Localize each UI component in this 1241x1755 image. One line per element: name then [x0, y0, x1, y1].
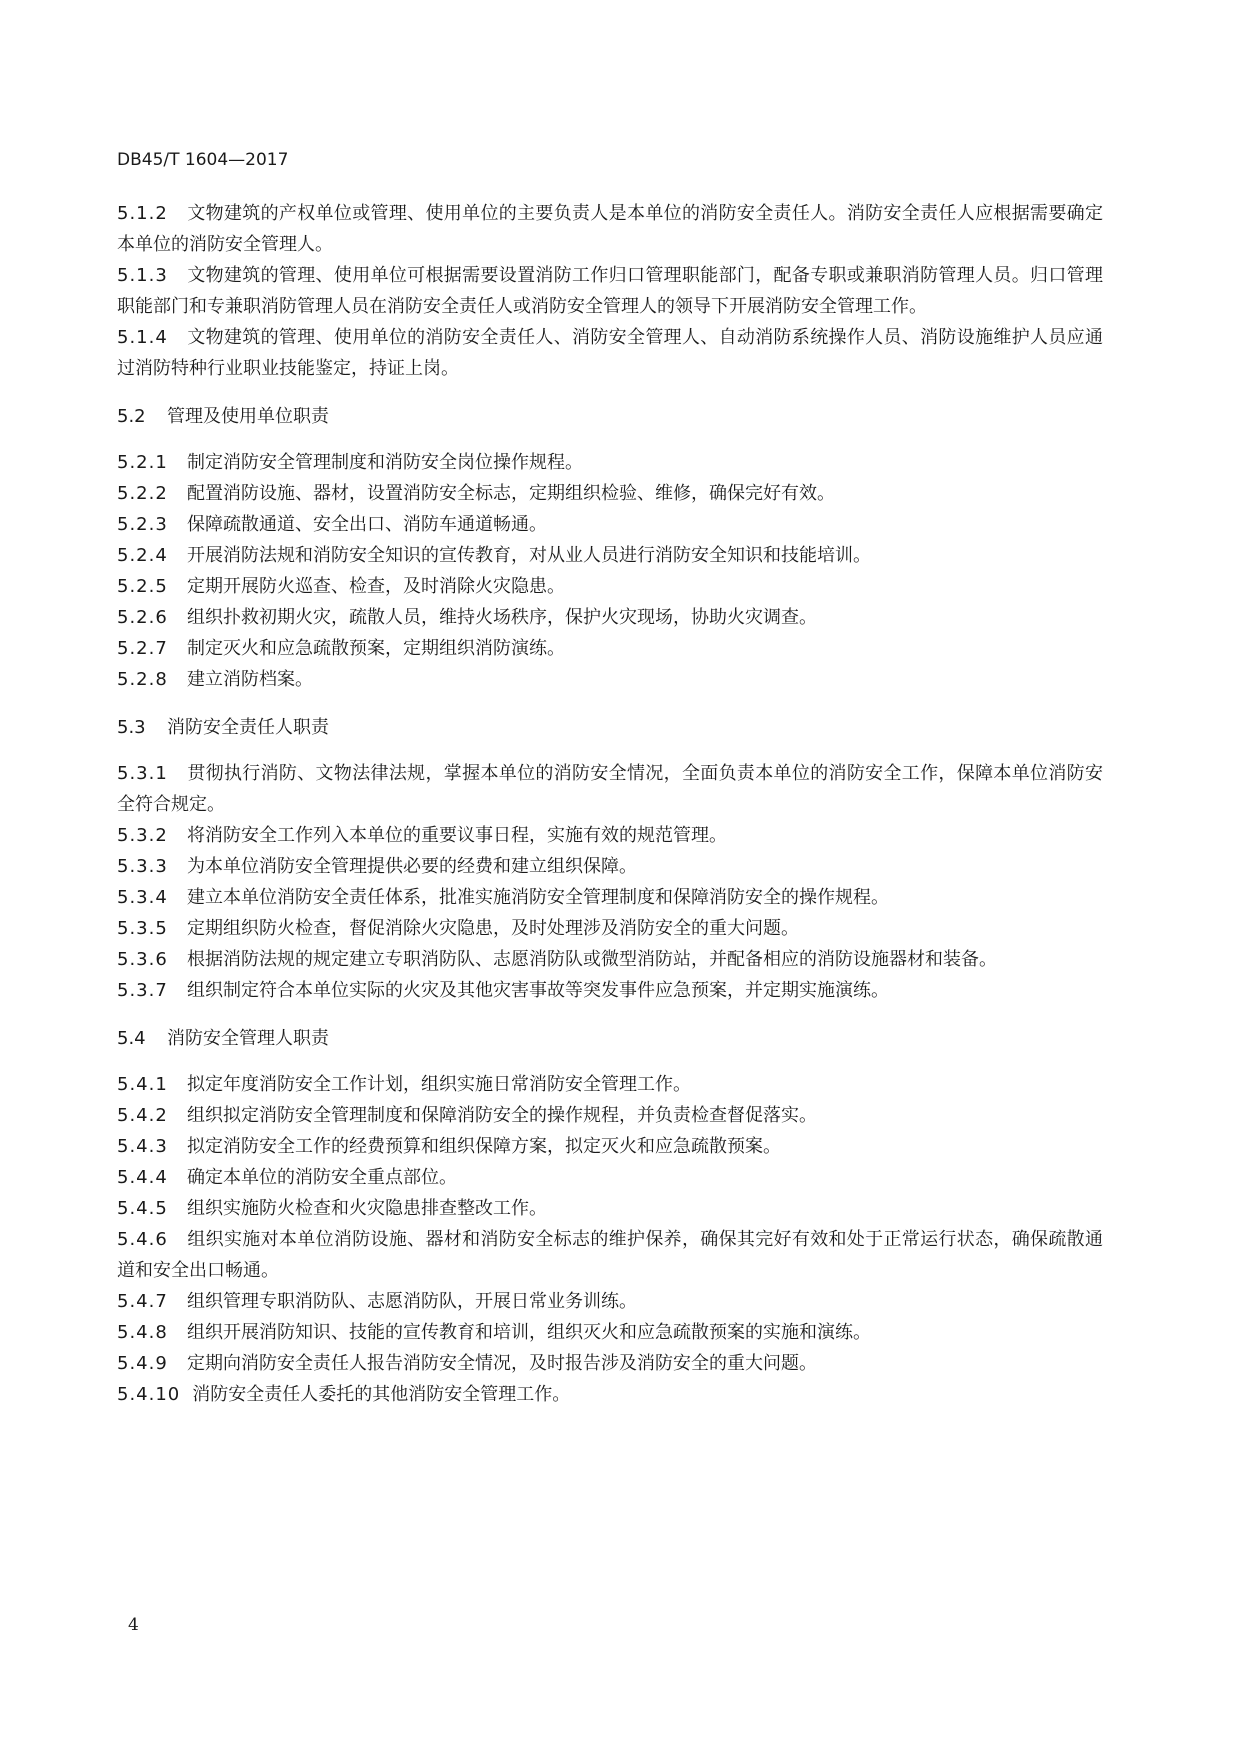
clause-paragraph: [117, 1379, 1103, 1410]
section-number: 5.3: [117, 717, 146, 738]
clause-number: 5.4.2: [117, 1105, 168, 1126]
clause-paragraph: [117, 1069, 1103, 1100]
clause-number: 5.3.2: [117, 825, 168, 846]
clause-number: 5.4.3: [117, 1136, 168, 1157]
clause-number: 5.3.7: [117, 980, 168, 1001]
section-number: 5.2: [117, 406, 146, 427]
clause-text: 文物建筑的管理、使用单位可根据需要设置消防工作归口管理职能部门，配备专职或兼职消防管理人员。归口管理职能部门和专兼职消防管理人员在消防安全责任人或消防安全管理人的领导下开展消防安全管理工作。: [117, 265, 1103, 317]
clause-text: 拟定消防安全工作的经费预算和组织保障方案，拟定灭火和应急疏散预案。: [187, 1136, 781, 1157]
clause-paragraph: [117, 602, 1103, 633]
clause-number: 5.2.3: [117, 514, 168, 535]
clause-paragraph: [117, 1286, 1103, 1317]
clause-number: 5.1.4: [117, 327, 168, 348]
clause-text: 建立本单位消防安全责任体系，批准实施消防安全管理制度和保障消防安全的操作规程。: [187, 887, 889, 908]
clause-number: 5.4.9: [117, 1353, 168, 1374]
clause-number: 5.4.4: [117, 1167, 168, 1188]
clause-paragraph: [117, 820, 1103, 851]
clause-text: 根据消防法规的规定建立专职消防队、志愿消防队或微型消防站，并配备相应的消防设施器材和装备。: [187, 949, 997, 970]
clause-number: 5.1.3: [117, 265, 168, 286]
clause-number: 5.2.5: [117, 576, 168, 597]
clause-number: 5.3.4: [117, 887, 168, 908]
clause-number: 5.3.3: [117, 856, 168, 877]
section-title: 消防安全责任人职责: [167, 717, 329, 738]
clause-text: 开展消防法规和消防安全知识的宣传教育，对从业人员进行消防安全知识和技能培训。: [187, 545, 871, 566]
clause-paragraph: [117, 1317, 1103, 1348]
clause-paragraph: [117, 1100, 1103, 1131]
clause-text: 组织扑救初期火灾，疏散人员，维持火场秩序，保护火灾现场，协助火灾调查。: [187, 607, 817, 628]
standard-code: DB45/T 1604—2017: [117, 150, 289, 170]
clause-paragraph: [117, 633, 1103, 664]
clause-paragraph: [117, 664, 1103, 695]
clause-paragraph: [117, 198, 1103, 260]
clause-text: 组织制定符合本单位实际的火灾及其他灾害事故等突发事件应急预案，并定期实施演练。: [187, 980, 889, 1001]
clause-number: 5.4.5: [117, 1198, 168, 1219]
clause-paragraph: [117, 1224, 1103, 1286]
clause-text: 组织实施防火检查和火灾隐患排查整改工作。: [187, 1198, 547, 1219]
clause-number: 5.4.1: [117, 1074, 168, 1095]
clause-text: 组织拟定消防安全管理制度和保障消防安全的操作规程，并负责检查督促落实。: [187, 1105, 817, 1126]
clause-number: 5.3.6: [117, 949, 168, 970]
clause-text: 确定本单位的消防安全重点部位。: [187, 1167, 457, 1188]
clause-paragraph: [117, 540, 1103, 571]
clause-paragraph: [117, 509, 1103, 540]
clause-text: 定期向消防安全责任人报告消防安全情况，及时报告涉及消防安全的重大问题。: [187, 1353, 817, 1374]
clause-paragraph: [117, 571, 1103, 602]
clause-number: 5.2.4: [117, 545, 168, 566]
clause-number: 5.2.2: [117, 483, 168, 504]
clause-text: 将消防安全工作列入本单位的重要议事日程，实施有效的规范管理。: [187, 825, 727, 846]
clause-text: 贯彻执行消防、文物法律法规，掌握本单位的消防安全情况，全面负责本单位的消防安全工作，保障本单位消防安全符合规定。: [117, 763, 1103, 815]
clause-number: 5.2.1: [117, 452, 168, 473]
page-number: 4: [128, 1615, 139, 1635]
clause-paragraph: [117, 882, 1103, 913]
clause-paragraph: [117, 478, 1103, 509]
clause-text: 制定灭火和应急疏散预案，定期组织消防演练。: [187, 638, 565, 659]
clause-number: 5.3.5: [117, 918, 168, 939]
clause-number: 5.1.2: [117, 203, 168, 224]
clause-text: 拟定年度消防安全工作计划，组织实施日常消防安全管理工作。: [187, 1074, 691, 1095]
clause-paragraph: [117, 1193, 1103, 1224]
clause-paragraph: [117, 944, 1103, 975]
clause-text: 保障疏散通道、安全出口、消防车通道畅通。: [187, 514, 547, 535]
clause-paragraph: [117, 975, 1103, 1006]
clause-paragraph: [117, 913, 1103, 944]
clause-text: 定期开展防火巡查、检查，及时消除火灾隐患。: [187, 576, 565, 597]
clause-text: 文物建筑的管理、使用单位的消防安全责任人、消防安全管理人、自动消防系统操作人员、消防设施维护人员应通过消防特种行业职业技能鉴定，持证上岗。: [117, 327, 1103, 379]
clause-text: 组织管理专职消防队、志愿消防队，开展日常业务训练。: [187, 1291, 637, 1312]
section-title: 消防安全管理人职责: [167, 1028, 329, 1049]
clause-paragraph: [117, 260, 1103, 322]
clause-paragraph: [117, 1162, 1103, 1193]
clause-number: 5.3.1: [117, 763, 168, 784]
clause-text: 消防安全责任人委托的其他消防安全管理工作。: [192, 1384, 571, 1405]
clause-paragraph: [117, 758, 1103, 820]
clause-paragraph: [117, 1131, 1103, 1162]
clause-number: 5.4.6: [117, 1229, 168, 1250]
clause-text: 建立消防档案。: [187, 669, 313, 690]
clause-number: 5.2.6: [117, 607, 168, 628]
clause-number: 5.4.10: [117, 1384, 181, 1405]
clause-text: 组织实施对本单位消防设施、器材和消防安全标志的维护保养，确保其完好有效和处于正常运行状态，确保疏散通道和安全出口畅通。: [117, 1229, 1103, 1281]
clause-paragraph: [117, 1348, 1103, 1379]
clause-text: 文物建筑的产权单位或管理、使用单位的主要负责人是本单位的消防安全责任人。消防安全责任人应根据需要确定本单位的消防安全管理人。: [117, 203, 1103, 255]
clause-text: 为本单位消防安全管理提供必要的经费和建立组织保障。: [187, 856, 637, 877]
section-heading: [117, 1023, 1103, 1054]
section-number: 5.4: [117, 1028, 146, 1049]
clause-text: 制定消防安全管理制度和消防安全岗位操作规程。: [187, 452, 583, 473]
clause-number: 5.2.7: [117, 638, 168, 659]
clause-number: 5.4.8: [117, 1322, 168, 1343]
section-heading: [117, 712, 1103, 743]
clause-number: 5.2.8: [117, 669, 168, 690]
clause-paragraph: [117, 447, 1103, 478]
section-heading: [117, 401, 1103, 432]
clause-paragraph: [117, 851, 1103, 882]
clause-text: 组织开展消防知识、技能的宣传教育和培训，组织灭火和应急疏散预案的实施和演练。: [187, 1322, 871, 1343]
clause-text: 定期组织防火检查，督促消除火灾隐患，及时处理涉及消防安全的重大问题。: [187, 918, 799, 939]
clause-number: 5.4.7: [117, 1291, 168, 1312]
clause-paragraph: [117, 322, 1103, 384]
clause-text: 配置消防设施、器材，设置消防安全标志，定期组织检验、维修，确保完好有效。: [187, 483, 835, 504]
document-body: [117, 198, 1103, 1410]
section-title: 管理及使用单位职责: [167, 406, 329, 427]
